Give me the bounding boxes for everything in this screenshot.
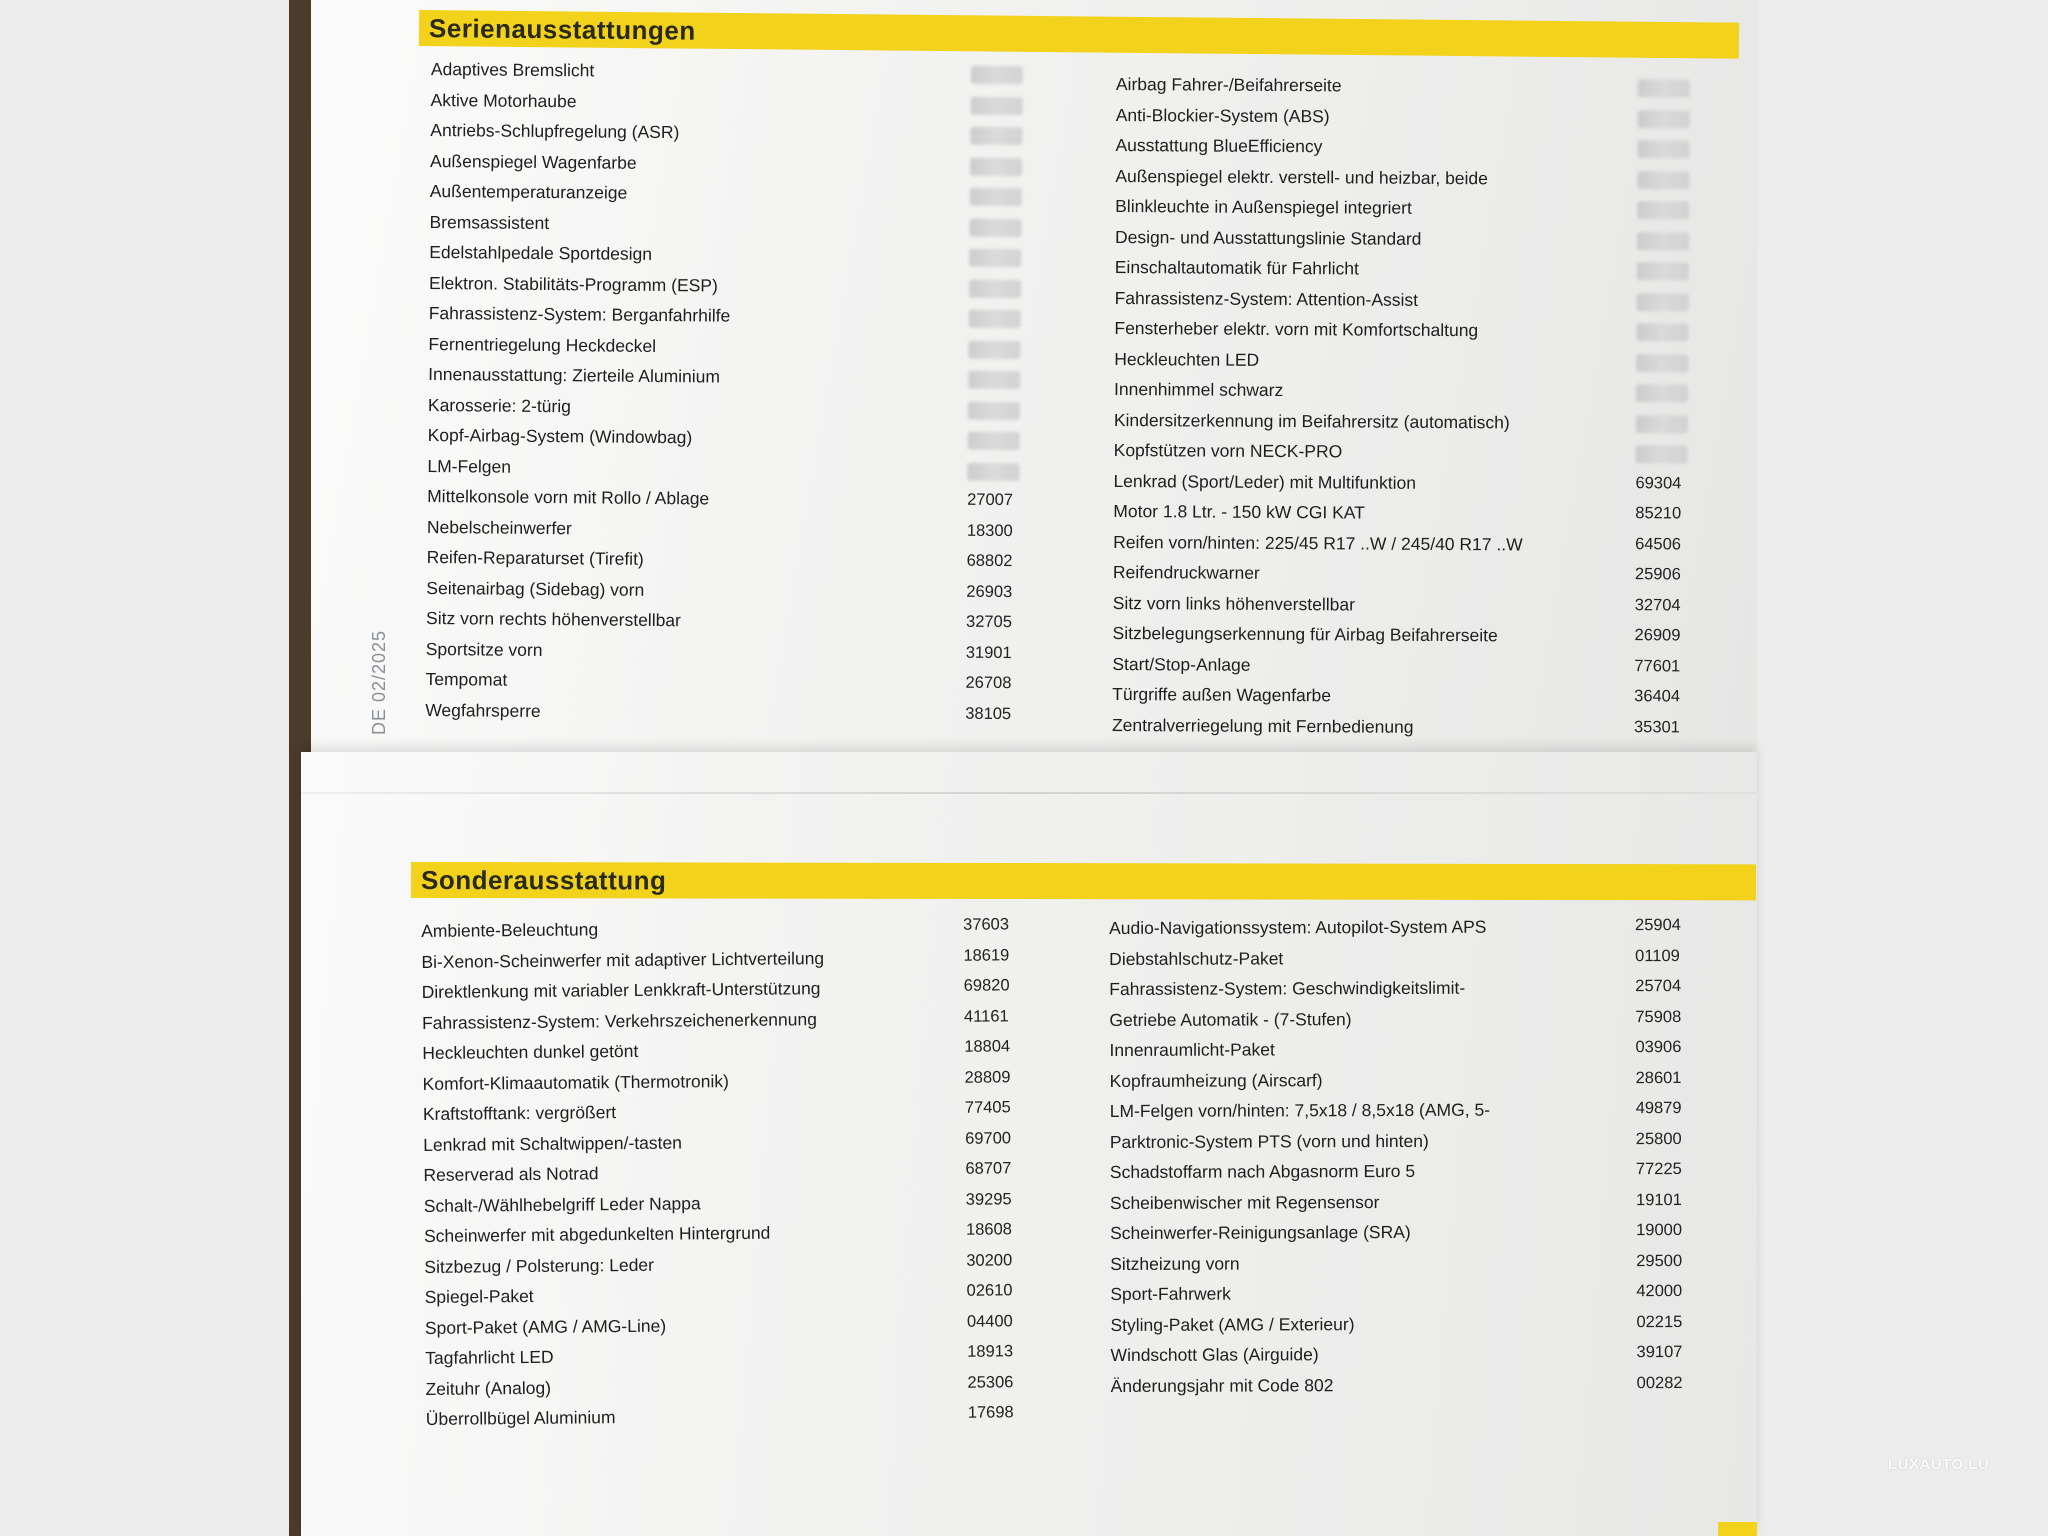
equipment-code: 49879 bbox=[1635, 1099, 1682, 1118]
equipment-label: Lenkrad mit Schaltwippen/-tasten bbox=[423, 1132, 683, 1155]
equipment-item bbox=[1115, 253, 1715, 287]
equipment-label: Sitz vorn links höhenverstellbar bbox=[1112, 592, 1356, 614]
equipment-label: Reifen vorn/hinten: 225/45 R17 ..W / 245/40 R17 ..W bbox=[1113, 531, 1523, 554]
equipment-label: Kopfraumheizung (Airscarf) bbox=[1109, 1069, 1323, 1091]
redacted-code bbox=[968, 401, 1020, 419]
equipment-label: Türgriffe außen Wagenfarbe bbox=[1112, 683, 1332, 706]
equipment-label: Blinkleuchte in Außenspiegel integriert bbox=[1115, 195, 1412, 218]
equipment-code: 18300 bbox=[966, 521, 1013, 540]
equipment-label: Schadstoffarm nach Abgasnorm Euro 5 bbox=[1109, 1160, 1416, 1182]
redacted-code bbox=[967, 462, 1019, 480]
equipment-label: Aktive Motorhaube bbox=[430, 89, 577, 111]
equipment-item bbox=[1110, 1308, 1710, 1341]
equipment-code: 25704 bbox=[1635, 977, 1682, 996]
equipment-code: 19101 bbox=[1635, 1190, 1682, 1209]
equipment-label: Edelstahlpedale Sportdesign bbox=[429, 241, 653, 264]
yellow-corner-tab bbox=[1718, 1522, 1757, 1536]
equipment-label: Schalt-/Wählhebelgriff Leder Nappa bbox=[423, 1192, 701, 1216]
optional-equipment-header bbox=[411, 862, 1756, 900]
equipment-item bbox=[1110, 1217, 1710, 1250]
equipment-label: Sport-Fahrwerk bbox=[1110, 1283, 1231, 1304]
equipment-label: Spiegel-Paket bbox=[424, 1285, 534, 1307]
equipment-item bbox=[1116, 70, 1716, 104]
background-right bbox=[1757, 0, 2048, 1536]
equipment-item bbox=[1113, 497, 1713, 531]
equipment-item bbox=[1113, 527, 1713, 561]
equipment-label: Zeituhr (Analog) bbox=[425, 1377, 552, 1399]
redacted-code bbox=[969, 279, 1021, 297]
equipment-code: 36404 bbox=[1634, 687, 1681, 706]
equipment-label: Einschaltautomatik für Fahrlicht bbox=[1114, 256, 1359, 279]
equipment-label: Styling-Paket (AMG / Exterieur) bbox=[1110, 1313, 1355, 1335]
standard-equipment-header bbox=[419, 10, 1739, 59]
equipment-label: Heckleuchten LED bbox=[1114, 348, 1260, 370]
equipment-code: 64506 bbox=[1635, 534, 1682, 553]
equipment-code: 25306 bbox=[967, 1372, 1014, 1392]
equipment-label: Heckleuchten dunkel getönt bbox=[422, 1040, 639, 1063]
equipment-label: Innenhimmel schwarz bbox=[1113, 378, 1284, 401]
date-stamp: DE 02/2025 bbox=[369, 629, 389, 735]
redacted-code bbox=[1638, 79, 1690, 97]
equipment-label: Scheinwerfer mit abgedunkelten Hintergrund bbox=[423, 1222, 771, 1246]
equipment-code: 75908 bbox=[1635, 1007, 1682, 1026]
optional-equipment-list-right bbox=[1109, 912, 1711, 1402]
redacted-code bbox=[969, 249, 1021, 267]
equipment-label: Sitzbelegungserkennung für Airbag Beifahrerseite bbox=[1112, 622, 1498, 646]
equipment-label: Seitenairbag (Sidebag) vorn bbox=[426, 577, 645, 600]
equipment-item bbox=[1109, 973, 1709, 1006]
equipment-label: Außentemperaturanzeige bbox=[429, 180, 628, 203]
equipment-label: Sitzbezug / Polsterung: Leder bbox=[424, 1254, 655, 1277]
redacted-code bbox=[1638, 110, 1690, 128]
equipment-label: Reserverad als Notrad bbox=[423, 1163, 599, 1185]
equipment-label: Ausstattung BlueEfficiency bbox=[1115, 134, 1323, 157]
equipment-code: 68802 bbox=[966, 551, 1013, 571]
optional-equipment-sheet bbox=[301, 752, 1757, 1536]
equipment-label: Getriebe Automatik - (7-Stufen) bbox=[1109, 1008, 1352, 1030]
equipment-label: Motor 1.8 Ltr. - 150 kW CGI KAT bbox=[1113, 500, 1365, 523]
equipment-label: Reifendruckwarner bbox=[1112, 561, 1260, 583]
equipment-label: Bi-Xenon-Scheinwerfer mit adaptiver Lichtverteilung bbox=[421, 947, 825, 972]
equipment-label: Kopf-Airbag-System (Windowbag) bbox=[427, 424, 693, 448]
redacted-code bbox=[970, 127, 1022, 145]
equipment-item bbox=[1114, 436, 1714, 470]
redacted-code bbox=[1637, 232, 1689, 250]
watermark-logo: LUXAUTO.LU bbox=[1888, 1456, 1990, 1473]
equipment-label: Design- und Ausstattungslinie Standard bbox=[1114, 226, 1422, 249]
equipment-item bbox=[1111, 1369, 1711, 1402]
redacted-code bbox=[1637, 262, 1689, 280]
equipment-label: Fahrassistenz-System: Geschwindigkeitslimit- bbox=[1109, 977, 1466, 999]
equipment-label: Mittelkonsole vorn mit Rollo / Ablage bbox=[427, 485, 710, 509]
equipment-label: Windschott Glas (Airguide) bbox=[1110, 1344, 1319, 1365]
redacted-code bbox=[971, 66, 1023, 84]
equipment-label: Komfort-Klimaautomatik (Thermotronik) bbox=[422, 1070, 730, 1094]
equipment-code: 18608 bbox=[965, 1220, 1013, 1239]
equipment-code: 02215 bbox=[1636, 1312, 1683, 1331]
equipment-code: 19000 bbox=[1636, 1221, 1683, 1240]
standard-equipment-list-left bbox=[425, 55, 1051, 731]
equipment-label: Airbag Fahrer-/Beifahrerseite bbox=[1115, 73, 1342, 96]
equipment-label: Diebstahlschutz-Paket bbox=[1109, 947, 1284, 969]
equipment-code: 01109 bbox=[1635, 946, 1680, 965]
equipment-code: 77405 bbox=[964, 1098, 1011, 1117]
equipment-code: 17698 bbox=[967, 1403, 1014, 1422]
redacted-code bbox=[969, 218, 1021, 236]
equipment-code: 18619 bbox=[963, 945, 1010, 965]
paper-crease bbox=[301, 792, 1757, 794]
equipment-label: Fahrassistenz-System: Berganfahrhilfe bbox=[428, 302, 731, 326]
equipment-label: Überrollbügel Aluminium bbox=[425, 1407, 616, 1429]
equipment-label: Außenspiegel elektr. verstell- und heizbar, beide bbox=[1115, 165, 1489, 188]
equipment-item bbox=[1112, 710, 1712, 744]
equipment-label: Nebelscheinwerfer bbox=[426, 516, 572, 538]
equipment-code: 69700 bbox=[965, 1128, 1012, 1148]
equipment-code: 39107 bbox=[1636, 1343, 1683, 1362]
equipment-item bbox=[1109, 1034, 1709, 1067]
equipment-item bbox=[1115, 283, 1715, 317]
equipment-code: 68707 bbox=[965, 1159, 1012, 1178]
equipment-item bbox=[1113, 588, 1713, 622]
equipment-item bbox=[1110, 1156, 1710, 1189]
equipment-code: 02610 bbox=[966, 1281, 1013, 1300]
equipment-code: 26708 bbox=[965, 673, 1012, 693]
equipment-item bbox=[1110, 1064, 1710, 1097]
equipment-code: 18913 bbox=[967, 1342, 1014, 1361]
equipment-label: Scheinwerfer-Reinigungsanlage (SRA) bbox=[1110, 1221, 1411, 1243]
redacted-code bbox=[968, 371, 1020, 389]
standard-equipment-sheet bbox=[311, 0, 1757, 756]
redacted-code bbox=[969, 310, 1021, 328]
equipment-label: Adaptives Bremslicht bbox=[430, 58, 595, 81]
equipment-label: Start/Stop-Anlage bbox=[1112, 653, 1251, 675]
equipment-code: 77225 bbox=[1635, 1160, 1682, 1179]
equipment-label: Innenraumlicht-Paket bbox=[1109, 1039, 1275, 1060]
equipment-item bbox=[1116, 100, 1716, 134]
redacted-code bbox=[1637, 140, 1689, 158]
equipment-label: Karosserie: 2-türig bbox=[427, 394, 572, 416]
equipment-code: 42000 bbox=[1636, 1282, 1683, 1301]
standard-equipment-list-right bbox=[1112, 70, 1716, 745]
equipment-label: Audio-Navigationssystem: Autopilot-System APS bbox=[1109, 916, 1487, 938]
equipment-label: Anti-Blockier-System (ABS) bbox=[1115, 104, 1330, 126]
equipment-item bbox=[1113, 466, 1713, 500]
equipment-label: Scheibenwischer mit Regensensor bbox=[1109, 1191, 1380, 1213]
equipment-item bbox=[1110, 1186, 1710, 1219]
equipment-code: 41161 bbox=[963, 1006, 1009, 1026]
equipment-item bbox=[1115, 222, 1715, 256]
redacted-code bbox=[1636, 445, 1688, 463]
equipment-code: 31901 bbox=[965, 643, 1012, 662]
equipment-item bbox=[1112, 619, 1712, 653]
redacted-code bbox=[970, 188, 1022, 206]
redacted-code bbox=[971, 96, 1023, 114]
redacted-code bbox=[1636, 415, 1688, 433]
equipment-label: Tagfahrlicht LED bbox=[425, 1346, 554, 1368]
equipment-item bbox=[1112, 649, 1712, 683]
equipment-code: 25904 bbox=[1635, 916, 1681, 935]
equipment-code: 26903 bbox=[966, 582, 1013, 601]
equipment-item bbox=[1112, 680, 1712, 714]
equipment-label: Wegfahrsperre bbox=[425, 699, 541, 721]
equipment-label: Kindersitzerkennung im Beifahrersitz (automatisch) bbox=[1113, 409, 1510, 432]
equipment-code: 04400 bbox=[966, 1311, 1013, 1331]
equipment-label: LM-Felgen bbox=[427, 455, 512, 477]
equipment-code: 03906 bbox=[1635, 1038, 1682, 1057]
equipment-label: LM-Felgen vorn/hinten: 7,5x18 / 8,5x18 (AMG, 5- bbox=[1109, 1099, 1491, 1121]
equipment-label: Ambiente-Beleuchtung bbox=[421, 919, 599, 941]
equipment-label: Direktlenkung mit variabler Lenkkraft-Unterstützung bbox=[421, 978, 821, 1002]
equipment-label: Fernentriegelung Heckdeckel bbox=[428, 333, 657, 356]
standard-equipment-title: Serienausstattungen bbox=[428, 12, 696, 46]
equipment-code: 35301 bbox=[1633, 717, 1680, 736]
equipment-code: 69304 bbox=[1635, 473, 1682, 492]
equipment-label: Fahrassistenz-System: Attention-Assist bbox=[1114, 287, 1419, 310]
equipment-code: 25800 bbox=[1635, 1129, 1682, 1148]
redacted-code bbox=[970, 157, 1022, 175]
equipment-label: Kopfstützen vorn NECK-PRO bbox=[1113, 439, 1343, 462]
equipment-label: Innenausstattung: Zierteile Aluminium bbox=[428, 363, 721, 387]
redacted-code bbox=[1637, 171, 1689, 189]
equipment-code: 29500 bbox=[1636, 1251, 1683, 1270]
equipment-item bbox=[1115, 131, 1715, 165]
equipment-code: 77601 bbox=[1634, 656, 1681, 675]
redacted-code bbox=[1637, 293, 1689, 311]
equipment-item bbox=[1114, 344, 1714, 378]
equipment-item bbox=[1114, 375, 1714, 409]
equipment-item bbox=[1109, 942, 1709, 975]
equipment-item bbox=[1110, 1095, 1710, 1128]
equipment-item bbox=[1110, 1125, 1710, 1158]
equipment-item bbox=[1110, 1247, 1710, 1280]
equipment-code: 28809 bbox=[964, 1067, 1011, 1087]
equipment-label: Elektron. Stabilitäts-Programm (ESP) bbox=[428, 272, 718, 296]
equipment-label: Sitz vorn rechts höhenverstellbar bbox=[425, 607, 682, 631]
equipment-item bbox=[1115, 161, 1715, 195]
background-left bbox=[0, 0, 289, 1536]
equipment-code: 30200 bbox=[966, 1250, 1013, 1270]
redacted-code bbox=[968, 432, 1020, 450]
equipment-item bbox=[1113, 558, 1713, 592]
equipment-label: Sitzheizung vorn bbox=[1110, 1253, 1240, 1274]
equipment-code: 26909 bbox=[1634, 626, 1681, 645]
equipment-item bbox=[425, 695, 1045, 731]
equipment-item bbox=[1109, 1003, 1709, 1036]
equipment-code: 00282 bbox=[1636, 1373, 1683, 1392]
redacted-code bbox=[1636, 384, 1688, 402]
equipment-label: Änderungsjahr mit Code 802 bbox=[1110, 1374, 1334, 1396]
equipment-label: Kraftstofftank: vergrößert bbox=[422, 1102, 617, 1124]
equipment-code: 69820 bbox=[963, 976, 1010, 995]
equipment-code: 39295 bbox=[965, 1189, 1012, 1209]
equipment-item bbox=[1115, 192, 1715, 226]
equipment-code: 25906 bbox=[1634, 565, 1681, 584]
equipment-label: Bremsassistent bbox=[429, 211, 550, 233]
equipment-label: Lenkrad (Sport/Leder) mit Multifunktion bbox=[1113, 470, 1417, 493]
redacted-code bbox=[1636, 323, 1688, 341]
equipment-label: Parktronic-System PTS (vorn und hinten) bbox=[1109, 1130, 1429, 1152]
equipment-code: 27007 bbox=[967, 490, 1014, 510]
equipment-code: 32705 bbox=[965, 612, 1013, 632]
equipment-code: 28601 bbox=[1635, 1068, 1682, 1087]
equipment-item bbox=[1114, 405, 1714, 439]
equipment-item bbox=[1109, 912, 1709, 945]
redacted-code bbox=[1636, 354, 1688, 372]
redacted-code bbox=[968, 340, 1020, 358]
equipment-item bbox=[1110, 1339, 1710, 1372]
equipment-label: Reifen-Reparaturset (Tirefit) bbox=[426, 546, 644, 569]
equipment-code: 38105 bbox=[965, 704, 1012, 723]
equipment-code: 37603 bbox=[963, 915, 1010, 934]
equipment-label: Tempomat bbox=[425, 668, 508, 690]
equipment-item bbox=[1114, 314, 1714, 348]
equipment-label: Außenspiegel Wagenfarbe bbox=[429, 150, 637, 173]
redacted-code bbox=[1637, 201, 1689, 219]
equipment-code: 32704 bbox=[1634, 595, 1681, 614]
equipment-label: Sportsitze vorn bbox=[425, 638, 543, 660]
equipment-code: 85210 bbox=[1635, 504, 1682, 523]
equipment-item bbox=[426, 1399, 1046, 1435]
equipment-label: Fensterheber elektr. vorn mit Komfortschaltung bbox=[1114, 317, 1479, 341]
equipment-label: Fahrassistenz-System: Verkehrszeichenerkennung bbox=[421, 1008, 818, 1033]
equipment-code: 18804 bbox=[964, 1037, 1011, 1056]
equipment-label: Zentralverriegelung mit Fernbedienung bbox=[1111, 714, 1414, 737]
equipment-label: Antriebs-Schlupfregelung (ASR) bbox=[430, 119, 680, 143]
optional-equipment-title: Sonderausstattung bbox=[420, 864, 667, 895]
equipment-item bbox=[1110, 1278, 1710, 1311]
optional-equipment-list-left bbox=[421, 911, 1046, 1435]
equipment-label: Sport-Paket (AMG / AMG-Line) bbox=[424, 1315, 667, 1338]
